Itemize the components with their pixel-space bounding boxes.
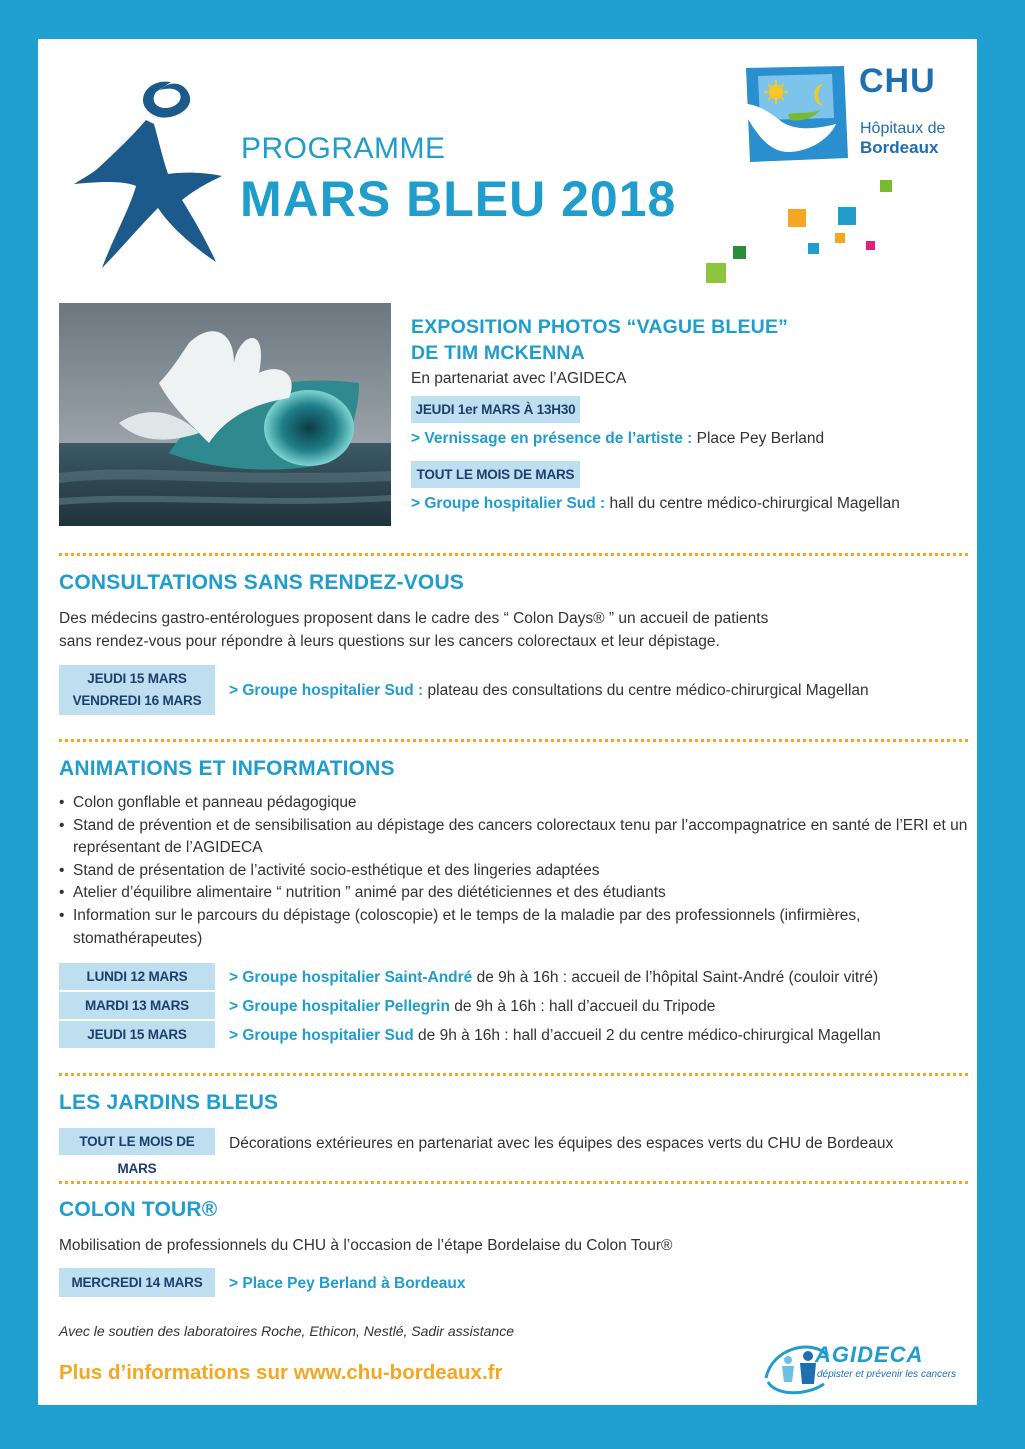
animation-row [229,1024,881,1047]
programme-label: PROGRAMME [241,132,446,165]
date-badge: TOUT LE MOIS DE MARS [411,461,580,488]
wave-photo [59,303,391,526]
page-title: MARS BLEU 2018 [240,171,677,227]
decor-square [706,263,726,283]
date-badge-line: VENDREDI 16 MARS [72,693,202,708]
event-location: > Groupe hospitalier Pellegrin [229,998,450,1015]
exposition-event1 [411,427,824,450]
list-item: • Stand de présentation de l’activité socio-esthétique et des lingeries adaptées [59,860,969,883]
animation-row [229,966,878,989]
decor-square [808,243,819,254]
list-item: • Information sur le parcours du dépistage (coloscopie) et le temps de la maladie par des professionnels (infirmières, stomathérapeutes) [59,905,969,950]
list-item: • Stand de prévention et de sensibilisation au dépistage des cancers colorectaux tenu par l’accompagnatrice en santé de l’ERI et un représentant de l’AGIDECA [59,815,969,860]
agideca-tagline: dépister et prévenir les cancers [817,1369,956,1380]
exposition-title-line1: EXPOSITION PHOTOS “VAGUE BLEUE” [411,316,789,338]
agideca-name: AGIDECA [815,1342,924,1367]
chu-logo-line2: Bordeaux [860,138,939,157]
more-info-link[interactable]: Plus d’informations sur www.chu-bordeaux.fr [59,1361,503,1384]
date-badge: LUNDI 12 MARS [59,963,215,990]
event-location: > Groupe hospitalier Sud [229,1027,414,1044]
sponsors: Avec le soutien des laboratoires Roche, Ethicon, Nestlé, Sadir assistance [59,1323,514,1339]
list-item: • Atelier d’équilibre alimentaire “ nutrition ” animé par des diététiciennes et des étudiants [59,882,969,905]
divider [59,1073,968,1076]
decor-square [835,233,845,243]
animation-row [229,995,715,1018]
date-badge-line: JEUDI 15 MARS [87,671,187,686]
mars-bleu-star-icon [74,76,224,276]
animations-title: ANIMATIONS ET INFORMATIONS [59,757,395,780]
chu-emblem-icon [740,62,852,164]
event-location: > Groupe hospitalier Sud : [411,495,606,512]
event-detail: plateau des consultations du centre médico-chirurgical Magellan [423,682,869,699]
event-detail: hall du centre médico-chirurgical Magellan [605,495,900,512]
agideca-logo [762,1338,962,1396]
animations-list [59,792,969,950]
consultations-line1: Des médecins gastro-entérologues proposent dans le cadre des “ Colon Days® ” un accueil de patients [59,610,769,627]
event-detail: de 9h à 16h : hall d’accueil du Tripode [449,998,716,1015]
jardins-title: LES JARDINS BLEUS [59,1091,279,1114]
consultations-title: CONSULTATIONS SANS RENDEZ-VOUS [59,571,465,594]
event-location: > Vernissage en présence de l’artiste : [411,430,693,447]
divider [59,1181,968,1184]
decor-square [733,246,746,259]
divider [59,739,968,742]
event-location: > Groupe hospitalier Sud : [229,682,424,699]
jardins-text: Décorations extérieures en partenariat avec les équipes des espaces verts du CHU de Bordeaux [229,1135,894,1152]
exposition-event2 [411,492,900,515]
date-badge: TOUT LE MOIS DE MARS [59,1128,215,1155]
date-badge: JEUDI 15 MARS [59,1021,215,1048]
event-detail: Place Pey Berland [692,430,825,447]
decor-square [838,207,856,225]
event-detail: de 9h à 16h : hall d’accueil 2 du centre médico-chirurgical Magellan [413,1027,881,1044]
list-item: • Colon gonflable et panneau pédagogique [59,792,969,815]
consultations-location [229,679,869,702]
date-badge: MARDI 13 MARS [59,992,215,1019]
decor-square [880,180,892,192]
colon-tour-text: Mobilisation de professionnels du CHU à l’occasion de l’étape Bordelaise du Colon Tour® [59,1237,673,1254]
colon-tour-title: COLON TOUR® [59,1198,218,1221]
chu-logo-name: CHU [859,62,936,100]
colon-tour-location: > Place Pey Berland à Bordeaux [229,1275,466,1292]
event-detail: de 9h à 16h : accueil de l’hôpital Saint-André (couloir vitré) [472,969,879,986]
decor-square [866,241,875,250]
divider [59,553,968,556]
date-badge [59,665,215,715]
chu-logo [740,62,965,172]
event-location: > Groupe hospitalier Saint-André [229,969,473,986]
consultations-line2: sans rendez-vous pour répondre à leurs questions sur les cancers colorectaux et leur dépistage. [59,633,720,650]
exposition-title-line2: DE TIM MCKENNA [411,342,585,364]
chu-logo-line1: Hôpitaux de [860,120,946,137]
date-badge: MERCREDI 14 MARS [59,1268,215,1297]
date-badge: JEUDI 1er MARS À 13H30 [411,396,580,423]
exposition-partner: En partenariat avec l’AGIDECA [411,370,627,387]
decor-square [788,209,806,227]
